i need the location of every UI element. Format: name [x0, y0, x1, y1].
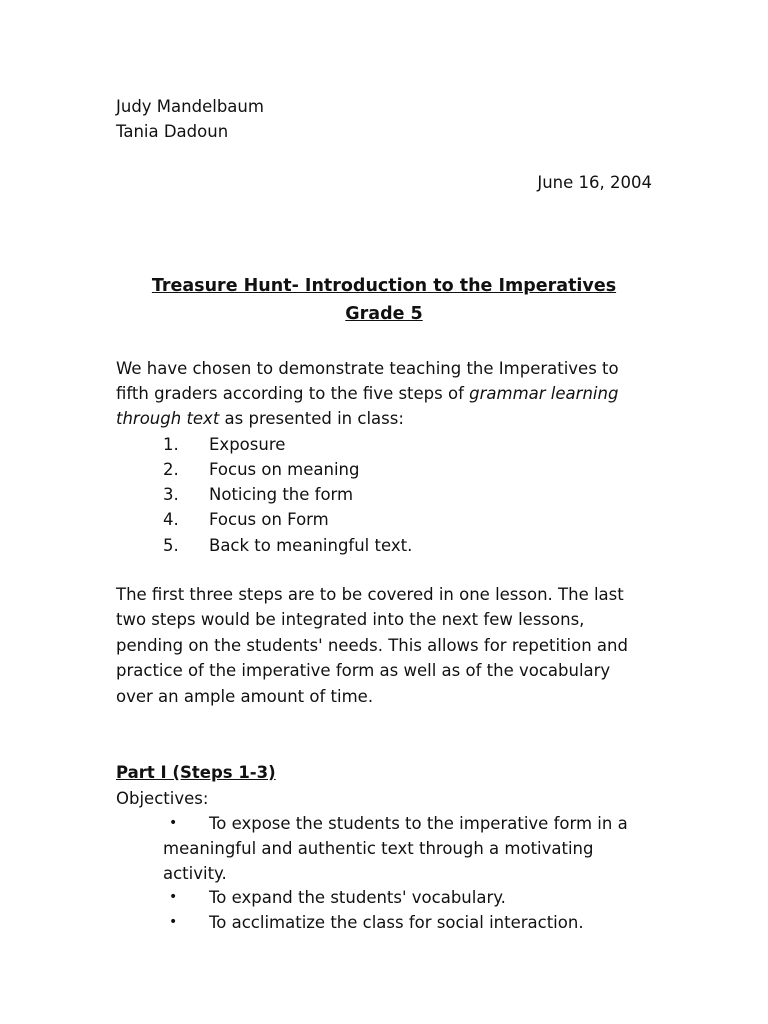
step-number: 3. [163, 485, 179, 504]
objective-2: To expand the students' vocabulary. [209, 888, 506, 907]
step-number: 5. [163, 536, 179, 555]
intro-line-2-italic: grammar learning [469, 384, 619, 403]
step-text: Noticing the form [209, 485, 354, 504]
bullet-icon: • [169, 815, 178, 831]
step-number: 1. [163, 435, 179, 454]
document-title: Treasure Hunt- Introduction to the Imperatives [151, 276, 617, 296]
intro-line-1: We have chosen to demonstrate teaching the Imperatives to [116, 359, 619, 378]
bullet-icon: • [169, 889, 178, 905]
objective-1-line-1: To expose the students to the imperative form in a [209, 814, 628, 833]
objectives-label: Objectives: [116, 789, 209, 808]
author-2: Tania Dadoun [116, 122, 229, 141]
step-text: Back to meaningful text. [209, 536, 413, 555]
intro-line-2 [116, 381, 618, 406]
paragraph-2-line-3: pending on the students' needs. This allows for repetition and [116, 636, 628, 655]
author-1: Judy Mandelbaum [116, 97, 264, 116]
part-1-heading: Part I (Steps 1-3) [116, 763, 276, 782]
paragraph-2-line-4: practice of the imperative form as well as of the vocabulary [116, 661, 611, 680]
objective-3: To acclimatize the class for social interaction. [209, 913, 584, 932]
bullet-icon: • [169, 914, 178, 930]
objective-1-line-2: meaningful and authentic text through a motivating [163, 839, 594, 858]
objective-1-line-3: activity. [163, 864, 227, 883]
intro-line-2-text: fifth graders according to the five steps of [116, 384, 470, 403]
document-date: June 16, 2004 [537, 173, 652, 192]
step-text: Focus on Form [209, 510, 329, 529]
intro-line-3-text: as presented in class: [219, 409, 404, 428]
intro-line-3 [116, 406, 404, 431]
step-text: Focus on meaning [209, 460, 360, 479]
paragraph-2-line-2: two steps would be integrated into the next few lessons, [116, 610, 585, 629]
paragraph-2-line-5: over an ample amount of time. [116, 687, 374, 706]
step-text: Exposure [209, 435, 286, 454]
document-subtitle-grade: Grade 5 [345, 304, 423, 324]
intro-line-3-italic: through text [116, 409, 220, 428]
paragraph-2-line-1: The first three steps are to be covered in one lesson. The last [116, 585, 624, 604]
step-number: 4. [163, 510, 179, 529]
step-number: 2. [163, 460, 179, 479]
